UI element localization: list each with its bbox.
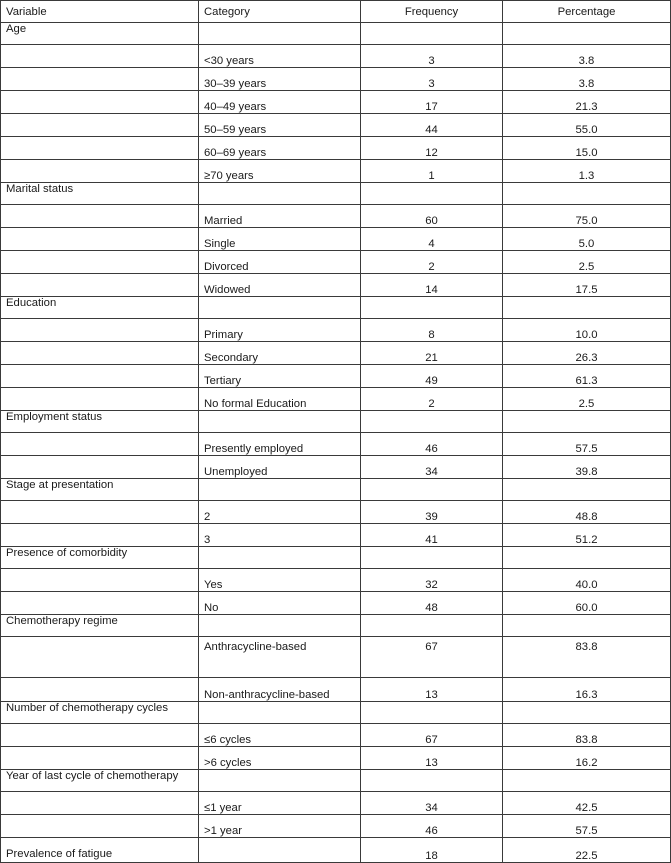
group-row-age [1, 23, 671, 45]
table-row [1, 792, 671, 815]
percentage-cell: 16.2 [503, 747, 671, 770]
category-cell: Divorced [199, 251, 361, 274]
frequency-cell: 3 [361, 45, 503, 68]
category-cell: Yes [199, 569, 361, 592]
table-row [1, 91, 671, 114]
percentage-cell: 22.5 [503, 838, 671, 863]
table-row [1, 637, 671, 678]
percentage-cell: 3.8 [503, 45, 671, 68]
category-cell: Tertiary [199, 365, 361, 388]
category-cell: Presently employed [199, 433, 361, 456]
percentage-cell: 57.5 [503, 815, 671, 838]
variable-label: Marital status [1, 183, 199, 205]
frequency-cell: 13 [361, 678, 503, 702]
frequency-cell: 1 [361, 160, 503, 183]
frequency-cell: 8 [361, 319, 503, 342]
frequency-cell: 14 [361, 274, 503, 297]
percentage-cell: 1.3 [503, 160, 671, 183]
percentage-cell: 16.3 [503, 678, 671, 702]
frequency-cell: 4 [361, 228, 503, 251]
table-row [1, 433, 671, 456]
group-row-employment-status [1, 411, 671, 433]
group-row-education [1, 297, 671, 319]
table-row [1, 815, 671, 838]
variable-label: Chemotherapy regime [1, 615, 199, 637]
percentage-cell: 5.0 [503, 228, 671, 251]
frequency-cell: 46 [361, 433, 503, 456]
variable-label: Presence of comorbidity [1, 547, 199, 569]
percentage-cell: 39.8 [503, 456, 671, 479]
table-row [1, 160, 671, 183]
frequency-cell: 21 [361, 342, 503, 365]
group-row-fatigue [1, 838, 671, 863]
category-cell: 40–49 years [199, 91, 361, 114]
table-row [1, 747, 671, 770]
table-row [1, 319, 671, 342]
table-row [1, 678, 671, 702]
percentage-cell: 55.0 [503, 114, 671, 137]
frequency-cell: 13 [361, 747, 503, 770]
category-cell: ≤1 year [199, 792, 361, 815]
variable-label: Number of chemotherapy cycles [1, 702, 199, 724]
frequency-cell: 41 [361, 524, 503, 547]
category-cell: No [199, 592, 361, 615]
percentage-cell: 15.0 [503, 137, 671, 160]
variable-label: Prevalence of fatigue [1, 838, 199, 863]
percentage-cell: 42.5 [503, 792, 671, 815]
group-row-marital-status [1, 183, 671, 205]
table-row [1, 114, 671, 137]
percentage-cell: 51.2 [503, 524, 671, 547]
frequency-cell: 12 [361, 137, 503, 160]
table-row [1, 724, 671, 747]
group-row-last-cycle [1, 770, 671, 792]
frequency-cell: 32 [361, 569, 503, 592]
category-cell: 3 [199, 524, 361, 547]
table-row [1, 456, 671, 479]
percentage-cell: 2.5 [503, 388, 671, 411]
header-row [1, 1, 671, 23]
category-cell: Widowed [199, 274, 361, 297]
percentage-cell: 75.0 [503, 205, 671, 228]
group-row-chemotherapy-regime [1, 615, 671, 637]
category-cell: Secondary [199, 342, 361, 365]
frequency-cell: 34 [361, 792, 503, 815]
table-row [1, 274, 671, 297]
category-cell: Unemployed [199, 456, 361, 479]
percentage-cell: 26.3 [503, 342, 671, 365]
frequency-cell: 2 [361, 251, 503, 274]
category-cell: Married [199, 205, 361, 228]
percentage-cell: 83.8 [503, 724, 671, 747]
header-category: Category [199, 1, 361, 23]
category-cell: No formal Education [199, 388, 361, 411]
variable-label: Employment status [1, 411, 199, 433]
category-cell: ≤6 cycles [199, 724, 361, 747]
category-cell: 30–39 years [199, 68, 361, 91]
frequency-cell: 46 [361, 815, 503, 838]
frequency-cell: 3 [361, 68, 503, 91]
percentage-cell: 40.0 [503, 569, 671, 592]
table-row [1, 342, 671, 365]
category-cell: 60–69 years [199, 137, 361, 160]
table-row [1, 137, 671, 160]
percentage-cell: 83.8 [503, 637, 671, 678]
table-row [1, 205, 671, 228]
header-frequency: Frequency [361, 1, 503, 23]
category-cell: 2 [199, 501, 361, 524]
category-cell: >6 cycles [199, 747, 361, 770]
table-row [1, 68, 671, 91]
category-cell: Anthracycline-based [199, 637, 361, 678]
frequency-cell: 17 [361, 91, 503, 114]
frequency-cell: 34 [361, 456, 503, 479]
frequency-cell: 67 [361, 637, 503, 678]
group-row-stage-at-presentation [1, 479, 671, 501]
percentage-cell: 60.0 [503, 592, 671, 615]
frequency-cell: 2 [361, 388, 503, 411]
table-row [1, 388, 671, 411]
frequency-cell: 39 [361, 501, 503, 524]
category-cell: Non-anthracycline-based [199, 678, 361, 702]
percentage-cell: 57.5 [503, 433, 671, 456]
category-cell: <30 years [199, 45, 361, 68]
table-row [1, 228, 671, 251]
variable-label: Stage at presentation [1, 479, 199, 501]
table-row [1, 524, 671, 547]
table-row [1, 251, 671, 274]
category-cell: >1 year [199, 815, 361, 838]
frequency-cell: 60 [361, 205, 503, 228]
group-row-chemotherapy-cycles [1, 702, 671, 724]
category-cell: Primary [199, 319, 361, 342]
percentage-cell: 17.5 [503, 274, 671, 297]
percentage-cell: 48.8 [503, 501, 671, 524]
frequency-cell: 48 [361, 592, 503, 615]
header-percentage: Percentage [503, 1, 671, 23]
frequency-cell: 49 [361, 365, 503, 388]
variable-label: Education [1, 297, 199, 319]
category-cell: ≥70 years [199, 160, 361, 183]
table-row [1, 365, 671, 388]
percentage-cell: 61.3 [503, 365, 671, 388]
frequency-cell: 18 [361, 838, 503, 863]
table-row [1, 569, 671, 592]
percentage-cell: 3.8 [503, 68, 671, 91]
frequency-cell: 44 [361, 114, 503, 137]
category-cell: 50–59 years [199, 114, 361, 137]
table-row [1, 592, 671, 615]
header-variable: Variable [1, 1, 199, 23]
table-row [1, 45, 671, 68]
group-row-comorbidity [1, 547, 671, 569]
variable-label: Year of last cycle of chemotherapy [1, 770, 199, 792]
percentage-cell: 10.0 [503, 319, 671, 342]
frequency-cell: 67 [361, 724, 503, 747]
percentage-cell: 21.3 [503, 91, 671, 114]
variable-label: Age [1, 23, 199, 45]
table-row [1, 501, 671, 524]
percentage-cell: 2.5 [503, 251, 671, 274]
category-cell: Single [199, 228, 361, 251]
